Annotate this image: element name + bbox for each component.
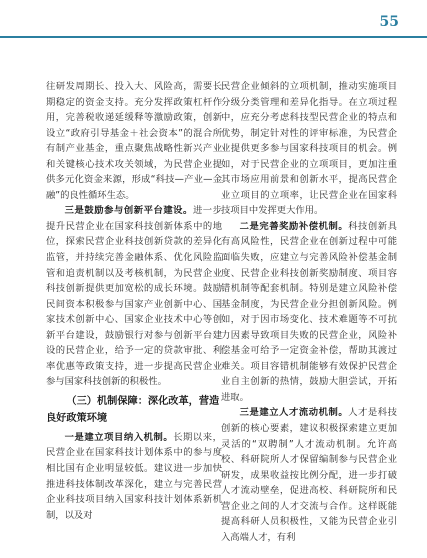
right-paragraph-3-body: 人才是科技创新的核心要素，建议积极探索建立更加灵活的“双聘制”人才流动机制。允许高校、科研院所人才保留编制参与民营企业研发，成果收益按比例分配，进一步打破人才流动壁垒，促进高校、科研院所和民营企业之间的人才交流与合作。这样既能提高科研人员积极性，又能为民营企业引入高端人才，有利 [221,407,397,543]
left-paragraph-1: 往研发周期长、投入大、风险高，需要长期稳定的资金支持。充分发挥政策杠杆作用，完善税收递延缓释等激励政策，创新设立“政府引导基金＋社会资本”的混合所有制产业基金，重点聚焦战略性新兴产业和关键核心技术攻关领域，为民营企业提供多元化资金来源，形成“科技—产业—金融”的良性循环生态。 [46,81,222,201]
left-paragraph-2-body: 进一步提升民营企业在国家科技创新体系中的地位，探索民营企业科技创新贷款的差异化监管，并持续完善金融体系、优化风险监管和追责机制以及考核机制，为民营企业科技创新提供更加宽松的成长环境。鼓励民间资本积极参与国家产业创新中心、国家技术创新中心、国家企业技术中心等创新平台建设，鼓励银行对参与创新平台建设的民营企业，给予一定的贷款审批、利率优惠等政策支持，进一步提高民营企业参与国家科技创新的积极性。 [46,205,222,388]
section-heading: （三）机制保障：深化改革，营造良好政策环境 [46,395,220,424]
left-paragraph-3-lead: 一是建立项目纳入机制。 [64,431,174,443]
left-paragraph-3-body: 长期以来，民营企业在国家科技计划体系中的参与度相比国有企业明显较低。建议进一步加快推进科技体制改革深化，建立与完善民营企业科技项目纳入国家科技计划体系新机制，以及对 [46,431,222,521]
right-paragraph-2 [221,219,397,406]
left-paragraph-2 [46,203,222,390]
right-paragraph-2-lead: 二是完善奖励补偿机制。 [239,220,349,232]
left-column [46,79,222,523]
header-rule [0,36,427,38]
right-column [221,79,397,545]
right-paragraph-2-body: 科技创新具有高风险性，民营企业在创新过程中可能面临失败，应建立与完善风险补偿基金制度、民营企业科技创新奖励制度、项目容错机制等配套机制。特别是建立风险补偿基金制度，为民营企业分担创新风险。例如，对于因市场变化、技术难题等不可抗力因素导致项目失败的民营企业，风险补偿基金可给予一定资金补偿，帮助其渡过难关。项目容错机制能够有效保护民营企业自主创新的热情，鼓励大胆尝试，开拓进取。 [221,220,397,403]
left-paragraph-3 [46,430,222,523]
right-paragraph-1: 民营企业倾斜的立项机制，推动实施项目分级分类管理和差异化指导。在立项过程中，应充分考虑科技型民营企业的特点和优势，制定针对性的评审标准，为民营企业提供更多参与国家科技项目的机会。例如，对于民营企业的立项项目，更加注重其市场应用前景和创新水平，提高民营企业立项目的立项率，让民营企业在国家科技项目中发挥更大作用。 [221,81,397,217]
page-number: 55 [379,14,399,30]
left-paragraph-2-lead: 三是鼓励参与创新平台建设。 [64,205,193,217]
right-paragraph-3-lead: 三是建立人才流动机制。 [239,407,349,419]
right-paragraph-3 [221,405,397,545]
